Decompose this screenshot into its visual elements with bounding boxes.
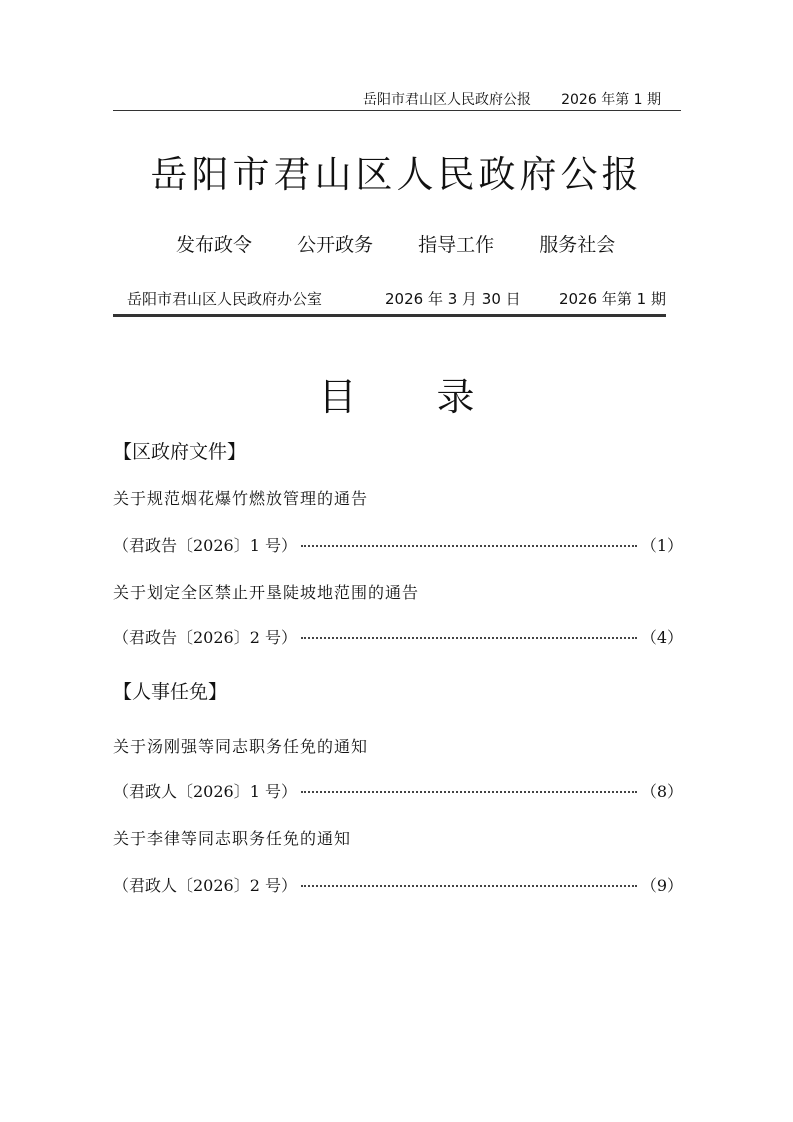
toc-entry-title[interactable]: 关于李律等同志职务任免的通知 [113, 829, 352, 848]
slogan: 服务社会 [539, 234, 616, 256]
toc-entry-ref[interactable] [113, 779, 683, 801]
dot-leader [301, 885, 637, 887]
toc-entry-ref[interactable] [113, 873, 683, 895]
publication-line [113, 286, 666, 317]
slogan: 公开政务 [297, 234, 374, 256]
doc-number: （君政告〔2026〕1 号） [113, 536, 297, 555]
page-number: （8） [640, 782, 683, 801]
doc-number: （君政告〔2026〕2 号） [113, 628, 297, 647]
doc-number: （君政人〔2026〕1 号） [113, 782, 297, 801]
masthead-title: 岳阳市君山区人民政府公报 [150, 153, 643, 196]
publisher-office: 岳阳市君山区人民政府办公室 [127, 290, 323, 308]
running-header-issuer: 岳阳市君山区人民政府公报 [363, 92, 531, 108]
toc-title: 目 录 [318, 375, 509, 419]
page-number: （9） [640, 876, 683, 895]
section-heading: 【区政府文件】 [113, 441, 247, 463]
toc-entry-ref[interactable] [113, 625, 683, 647]
slogan: 发布政令 [176, 234, 253, 256]
toc-entry-title[interactable]: 关于规范烟花爆竹燃放管理的通告 [113, 489, 369, 508]
publication-date: 2026 年 3 月 30 日 [385, 290, 521, 308]
section-heading: 【人事任免】 [113, 681, 228, 703]
toc-entry-title[interactable]: 关于划定全区禁止开垦陡坡地范围的通告 [113, 583, 420, 602]
issue-number: 2026 年第 1 期 [558, 290, 666, 308]
page-number: （4） [640, 628, 683, 647]
dot-leader [301, 545, 637, 547]
dot-leader [301, 637, 637, 639]
doc-number: （君政人〔2026〕2 号） [113, 876, 297, 895]
toc-entry-ref[interactable] [113, 533, 683, 555]
toc-entry-title[interactable]: 关于汤刚强等同志职务任免的通知 [113, 737, 369, 756]
dot-leader [301, 791, 637, 793]
masthead-slogans [176, 230, 654, 257]
page-number: （1） [640, 536, 683, 555]
running-header [113, 86, 681, 111]
slogan: 指导工作 [418, 234, 495, 256]
running-header-issue: 2026 年第 1 期 [561, 92, 661, 108]
